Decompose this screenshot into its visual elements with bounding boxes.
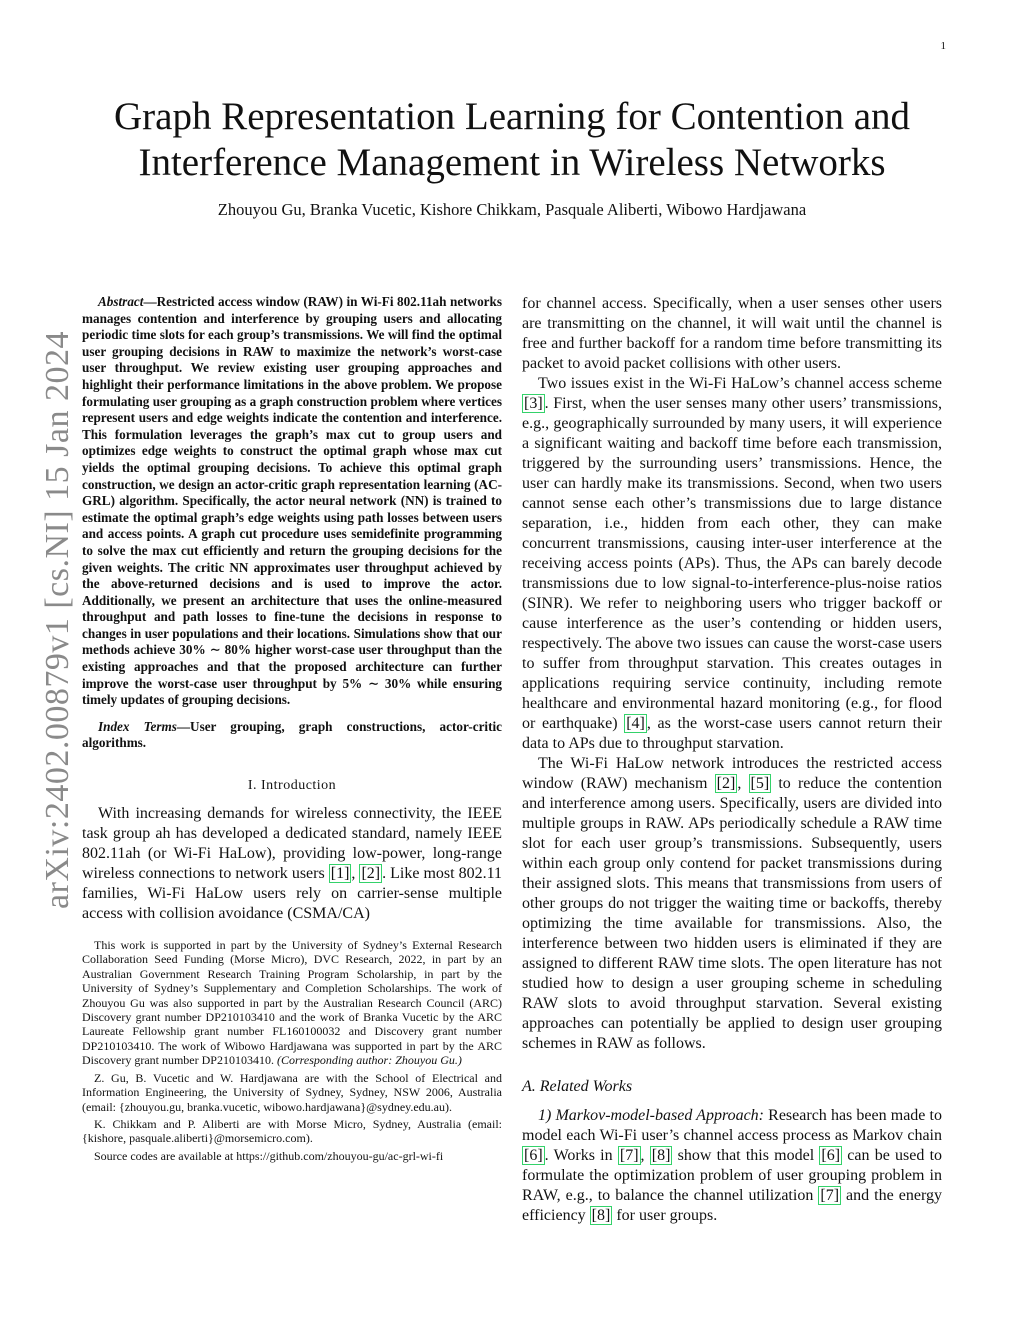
right-column <box>522 294 942 1226</box>
citation-link[interactable]: [2] <box>361 865 381 883</box>
body-text: can be used to formulate the optimization problem of user grouping problem in RAW, e.g., to balance the channel utilization <box>522 1147 943 1204</box>
citation-link[interactable]: [8] <box>651 1147 671 1164</box>
subsection-heading-related-works: A. Related Works <box>522 1078 633 1095</box>
abstract-label: Abstract <box>98 294 144 309</box>
page-number: 1 <box>940 40 946 52</box>
section-heading-introduction: I. Introduction <box>247 778 337 794</box>
body-text: to reduce the contention and interference among users. Specifically, users are divided into multiple groups in RAW. APs periodically schedule a RAW time slot for each user group’s transmissions. Subsequently, users within each group only contend for packet transmissions during their assigned slots. This means that transmissions from users of other groups do not trigger the waiting time or backoffs, thereby optimizing the time available for transmissions. Also, the interference between two hidden users is eliminated if they are assigned to different RAW time slots. The open literature has not studied how to design a user grouping scheme in scheduling RAW slots to avoid throughput starvation. Several existing approaches can potentially be applied to design user grouping schemes in RAW as follows. <box>522 775 943 1052</box>
intro-text: With increasing demands for wireless connectivity, the IEEE task group ah has developed a dedicated standard, namely IEEE 802.11ah (or Wi-Fi HaLow), providing low-power, long-range wireless connections to network users <box>82 805 502 883</box>
index-terms-dash: — <box>176 718 191 734</box>
citation-link[interactable]: [2] <box>716 775 736 792</box>
citation-link[interactable]: [4] <box>626 715 645 732</box>
citation-link[interactable]: [8] <box>591 1207 611 1224</box>
intro-text: . Like most 802.11 families, Wi-Fi HaLow users rely on carrier-sense multiple access with collision avoidance (CSMA/CA) <box>82 865 503 923</box>
citation-link[interactable]: [7] <box>820 1187 840 1204</box>
body-paragraph <box>522 754 942 1054</box>
abstract <box>82 294 502 709</box>
body-text: . First, when the user senses many other users’ transmissions, e.g., geographically surrounded by many users, it will experience a significant waiting and backoff time before each transmission, triggered by the surrounding users’ transmissions. Hence, the user can hardly make its transmissions. Second, when two users cannot sense each other’s transmissions due to large distance separation, i.e., hidden from each other, they can make concurrent transmissions, causing inter-user interference at the receiving access points (APs). Thus, the APs can barely decode transmissions due to low signal-to-interference-plus-noise ratios (SINR). We refer to neighboring users who trigger backoff or cause interference as the user’s contending or hidden users, respectively. The above two issues can cause the worst-case users to suffer from throughput starvation. This creates outages in applications requiring service continuity, including remote healthcare and environmental hazard monitoring (e.g., for flood or earthquake) <box>522 395 942 732</box>
footnote-affiliation-morse: K. Chikkam and P. Aliberti are with Morse Micro, Sydney, Australia (email: {kishore, pasquale.aliberti}@morsemicro.com). <box>82 1116 502 1146</box>
left-column <box>82 294 502 1166</box>
citation-link[interactable]: [3] <box>524 395 543 412</box>
intro-paragraph <box>82 804 502 924</box>
footnotes <box>82 938 502 1163</box>
body-paragraph <box>522 1106 942 1226</box>
citation-separator: , <box>351 865 360 883</box>
body-paragraph <box>522 374 942 754</box>
paper-title <box>0 94 1024 186</box>
body-text: Two issues exist in the Wi-Fi HaLow’s channel access scheme <box>538 375 942 392</box>
body-paragraph: for channel access. Specifically, when a user senses other users are transmitting on the channel, it will wait until the channel is free and further backoff for a random time before transmitting its packet to avoid packet collisions with other users. <box>522 295 942 372</box>
body-text: The Wi-Fi HaLow network introduces the restricted access window (RAW) mechanism <box>522 755 942 792</box>
citation-separator: , <box>640 1147 650 1164</box>
citation-link[interactable]: [6] <box>524 1147 543 1164</box>
footnote-affiliation-sydney: Z. Gu, B. Vucetic and W. Hardjawana are with the School of Electrical and Information Engineering, the University of Sydney, Sydney, NSW 2006, Australia (email: {zhouyou.gu, branka.vucetic, wibowo.hardjawana}@sydney.edu.au). <box>82 1070 502 1114</box>
abstract-dash: — <box>143 294 157 309</box>
body-text: for user groups. <box>612 1207 718 1224</box>
citation-link[interactable]: [1] <box>330 865 350 883</box>
citation-link[interactable]: [7] <box>619 1147 639 1164</box>
body-text: . Works in <box>544 1147 618 1164</box>
citation-link[interactable]: [5] <box>750 775 770 792</box>
body-text: , as the worst-case users cannot return their data to APs due to throughput starvation. <box>522 715 943 752</box>
index-terms-label: Index Terms <box>98 718 177 734</box>
footnote-corresponding: (Corresponding author: Zhouyou Gu.) <box>276 1053 462 1068</box>
title-line-1: Graph Representation Learning for Contention and <box>113 95 910 138</box>
arxiv-stamp: arXiv:2402.00879v1 [cs.NI] 15 Jan 2024 <box>39 330 76 910</box>
index-terms <box>82 719 502 752</box>
index-terms-text: User grouping, graph constructions, actor-critic algorithms. <box>82 718 502 751</box>
citation-link[interactable]: [6] <box>821 1147 841 1164</box>
footnote-source-code: Source codes are available at https://github.com/zhouyou-gu/ac-grl-wi-fi <box>94 1148 444 1163</box>
body-text: and the energy efficiency <box>522 1187 942 1224</box>
citation-separator: , <box>737 775 749 792</box>
paragraph-label: 1) Markov-model-based Approach: <box>538 1107 765 1124</box>
footnote-funding-text: This work is supported in part by the University of Sydney’s External Research Collaboration Seed Funding (Morse Micro), DVC Research, 2022, in part by an Australian Government Research Training Program Scholarship, in part by the University of Sydney’s Supplementary and Completion Scholarships. The work of Zhouyou Gu was also supported in part by the Australian Research Council (ARC) Discovery grant number DP210103410 and the work of Branka Vucetic by the ARC Laureate Fellowship grant number FL160100032 and Discovery grant number DP210103410. The work of Wibowo Hardjawana was supported in part by the ARC Discovery grant number DP210103410. <box>82 938 502 1068</box>
body-text: Research has been made to model each Wi-Fi user’s channel access process as Markov chain <box>522 1107 942 1144</box>
title-line-2: Interference Management in Wireless Networks <box>138 141 886 184</box>
abstract-text: Restricted access window (RAW) in Wi-Fi 802.11ah networks manages contention and interference by grouping users and allocating periodic time slots for each group’s transmissions. We will find the optimal user grouping decisions in RAW to maximize the network’s worst-case user throughput. We review existing user grouping approaches and highlight their performance limitations in the above problem. We propose formulating user grouping as a graph construction problem where vertices represent users and edge weights indicate the contention and interference. This formulation leverages the graph’s max cut to group users and optimizes edge weights to construct the optimal graph whose max cut yields the optimal grouping decisions. To achieve this optimal graph construction, we design an actor-critic graph representation learning (AC-GRL) algorithm. Specifically, the actor neural network (NN) is trained to estimate the optimal graph’s edge weights using path losses between users and access points. A graph cut procedure uses semidefinite programming to solve the max cut efficiently and return the grouping decisions for the given weights. The critic NN approximates user throughput achieved by the above-returned decisions and is used to improve the actor. Additionally, we present an architecture that uses the online-measured throughput and path losses to fine-tune the decisions in response to changes in user populations and their locations. Simulations show that our methods achieve 30% ∼ 80% higher worst-case user throughput than the existing approaches and that the proposed architecture can further improve the worst-case user throughput by 5% ∼ 30% while ensuring timely updates of grouping decisions. <box>82 294 502 708</box>
author-list: Zhouyou Gu, Branka Vucetic, Kishore Chikkam, Pasquale Aliberti, Wibowo Hardjawana <box>217 200 807 219</box>
footnote-funding <box>82 938 502 1068</box>
body-text: show that this model <box>672 1147 820 1164</box>
